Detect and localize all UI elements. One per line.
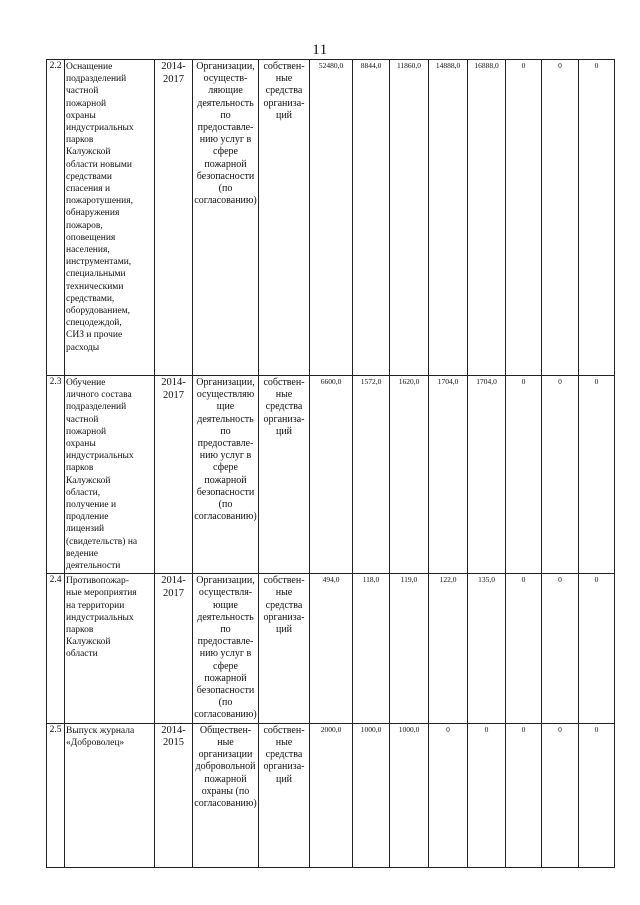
table-row — [47, 60, 615, 376]
page-number: 11 — [312, 42, 328, 58]
funding-value: 0 — [542, 60, 579, 376]
funding-value: 118,0 — [353, 574, 390, 723]
funding-value: 119,0 — [390, 574, 429, 723]
activity-name: Оснащение подразделений частной пожарной охраны индустриальных парков Калужской области новыми средствами спасения и пожаротушения, обнаружения пожаров, оповещения населения, инструментами, специальными техническими средствами, оборудованием, спецодеждой, СИЗ и прочие расходы — [65, 60, 155, 376]
executor: Организации, осуществля- ющие деятельность по предоставле- нию услуг в сфере пожарной безопасности (по согласованию) — [193, 574, 259, 723]
row-number: 2.2 — [47, 60, 65, 376]
funding-source: собствен- ные средства организа- ций — [259, 574, 310, 723]
funding-value: 0 — [506, 60, 542, 376]
executor: Обществен- ные организации добровольной пожарной охраны (по согласованию) — [193, 723, 259, 867]
funding-source: собствен- ные средства организа- ций — [259, 376, 310, 574]
funding-value: 52480,0 — [310, 60, 353, 376]
table-row — [47, 376, 615, 574]
row-number: 2.5 — [47, 723, 65, 867]
funding-value: 1572,0 — [353, 376, 390, 574]
table-body — [47, 60, 615, 868]
funding-source: собствен- ные средства организа- ций — [259, 723, 310, 867]
funding-source: собствен- ные средства организа- ций — [259, 60, 310, 376]
funding-value: 0 — [506, 574, 542, 723]
funding-value: 494,0 — [310, 574, 353, 723]
funding-value: 1620,0 — [390, 376, 429, 574]
funding-value: 11860,0 — [390, 60, 429, 376]
row-number: 2.4 — [47, 574, 65, 723]
funding-value: 0 — [506, 376, 542, 574]
funding-value: 2000,0 — [310, 723, 353, 867]
table-row — [47, 723, 615, 867]
funding-value: 1704,0 — [429, 376, 468, 574]
program-table — [46, 59, 615, 868]
funding-value: 0 — [579, 376, 615, 574]
executor: Организации, осуществляю щие деятельность по предоставле- нию услуг в сфере пожарной безопасности (по согласованию) — [193, 376, 259, 574]
funding-value: 1000,0 — [390, 723, 429, 867]
row-number: 2.3 — [47, 376, 65, 574]
implementation-term: 2014- 2017 — [155, 376, 193, 574]
executor: Организации, осуществ- ляющие деятельность по предоставле- нию услуг в сфере пожарной безопасности (по согласованию) — [193, 60, 259, 376]
funding-value: 0 — [542, 574, 579, 723]
implementation-term: 2014- 2017 — [155, 574, 193, 723]
funding-value: 0 — [468, 723, 506, 867]
table-row — [47, 574, 615, 723]
implementation-term: 2014- 2015 — [155, 723, 193, 867]
funding-value: 0 — [506, 723, 542, 867]
implementation-term: 2014- 2017 — [155, 60, 193, 376]
funding-value: 1704,0 — [468, 376, 506, 574]
funding-value: 6600,0 — [310, 376, 353, 574]
funding-value: 0 — [542, 376, 579, 574]
funding-value: 16888,0 — [468, 60, 506, 376]
funding-value: 0 — [579, 723, 615, 867]
funding-value: 14888,0 — [429, 60, 468, 376]
funding-value: 1000,0 — [353, 723, 390, 867]
funding-value: 8844,0 — [353, 60, 390, 376]
funding-value: 122,0 — [429, 574, 468, 723]
funding-value: 0 — [542, 723, 579, 867]
funding-value: 0 — [579, 574, 615, 723]
activity-name: Обучение личного состава подразделений частной пожарной охраны индустриальных парков Калужской области, получение и продление лицензий (свидетельств) на ведение деятельности — [65, 376, 155, 574]
activity-name: Противопожар- ные мероприятия на территории индустриальных парков Калужской области — [65, 574, 155, 723]
funding-value: 0 — [579, 60, 615, 376]
activity-name: Выпуск журнала «Доброволец» — [65, 723, 155, 867]
funding-value: 0 — [429, 723, 468, 867]
funding-value: 135,0 — [468, 574, 506, 723]
